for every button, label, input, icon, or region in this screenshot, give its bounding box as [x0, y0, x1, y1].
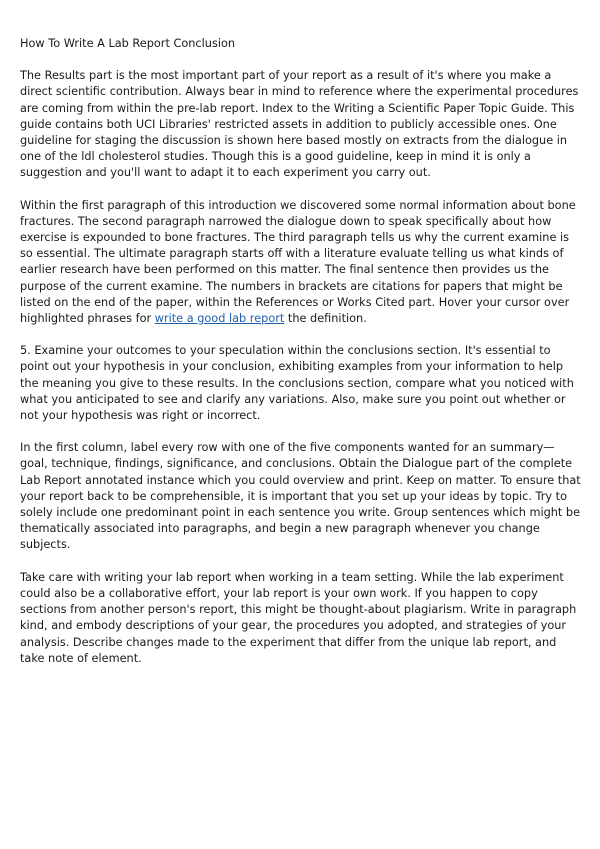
paragraph-conclusions: 5. Examine your outcomes to your speculation within the conclusions section. It's essential to point out your hypothesis in your conclusion, exhibiting examples from your information to help the meaning you give to these results. In the conclusions section, compare what you noticed with what you anticipated to see and clarify any variations. Also, make sure you point out whether or not your hypothesis was right or incorrect. — [20, 344, 574, 423]
paragraph-introduction-text: Within the first paragraph of this introduction we discovered some normal information about bone fractures. The second paragraph narrowed the dialogue down to speak specifically about how exercise is expounded to bone fractures. The third paragraph tells us why the current examine is so essential. The ultimate paragraph starts off with a literature evaluate telling us what kinds of earlier research have been performed on this matter. The final sentence then provides us the purpose of the current examine. The numbers in brackets are citations for papers that might be listed on the end of the paper, within the References or Works Cited part. Hover your cursor over highlighted phrases for — [20, 198, 576, 326]
paragraph-results: The Results part is the most important part of your report as a result of it's where you make a direct scientific contribution. Always bear in mind to reference where the experimental procedures are coming from within the pre-lab report. Index to the Writing a Scientific Paper Topic Guide. This guide contains both UCI Libraries' restricted assets in addition to publicly accessible ones. One guideline for staging the discussion is shown here based mostly on extracts from the dialogue in one of the ldl cholesterol studies. Though this is a good guideline, keep in mind it is only a suggestion and you'll want to adapt it to each experiment you carry out. — [20, 69, 579, 180]
write-good-lab-report-link[interactable]: write a good lab report — [154, 312, 285, 326]
page-title: How To Write A Lab Report Conclusion — [20, 37, 236, 50]
paragraph-summary-components: In the first column, label every row with one of the five components wanted for an summary—goal, technique, findings, significance, and conclusions. Obtain the Dialogue part of the complete Lab Report annotated instance which you could overview and print. Keep on matter. To ensure that your report back to be comprehensible, it is important that you set up your ideas by topic. Try to solely include one predominant point in each sentence you write. Group sentences which might be thematically associated into paragraphs, and begin a new paragraph whenever you change subjects. — [20, 441, 581, 552]
document-page — [20, 36, 582, 683]
paragraph-introduction-tail: the definition. — [284, 312, 367, 326]
paragraph-team-setting: Take care with writing your lab report when working in a team setting. While the lab experiment could also be a collaborative effort, your lab report is your own work. If you happen to copy sections from another person's report, this might be thought-about plagiarism. Write in paragraph kind, and embody descriptions of your gear, the procedures you adopted, and strategies of your analysis. Describe changes made to the experiment that differ from the unique lab report, and take note of element. — [20, 570, 577, 665]
paragraph-introduction — [20, 198, 582, 328]
